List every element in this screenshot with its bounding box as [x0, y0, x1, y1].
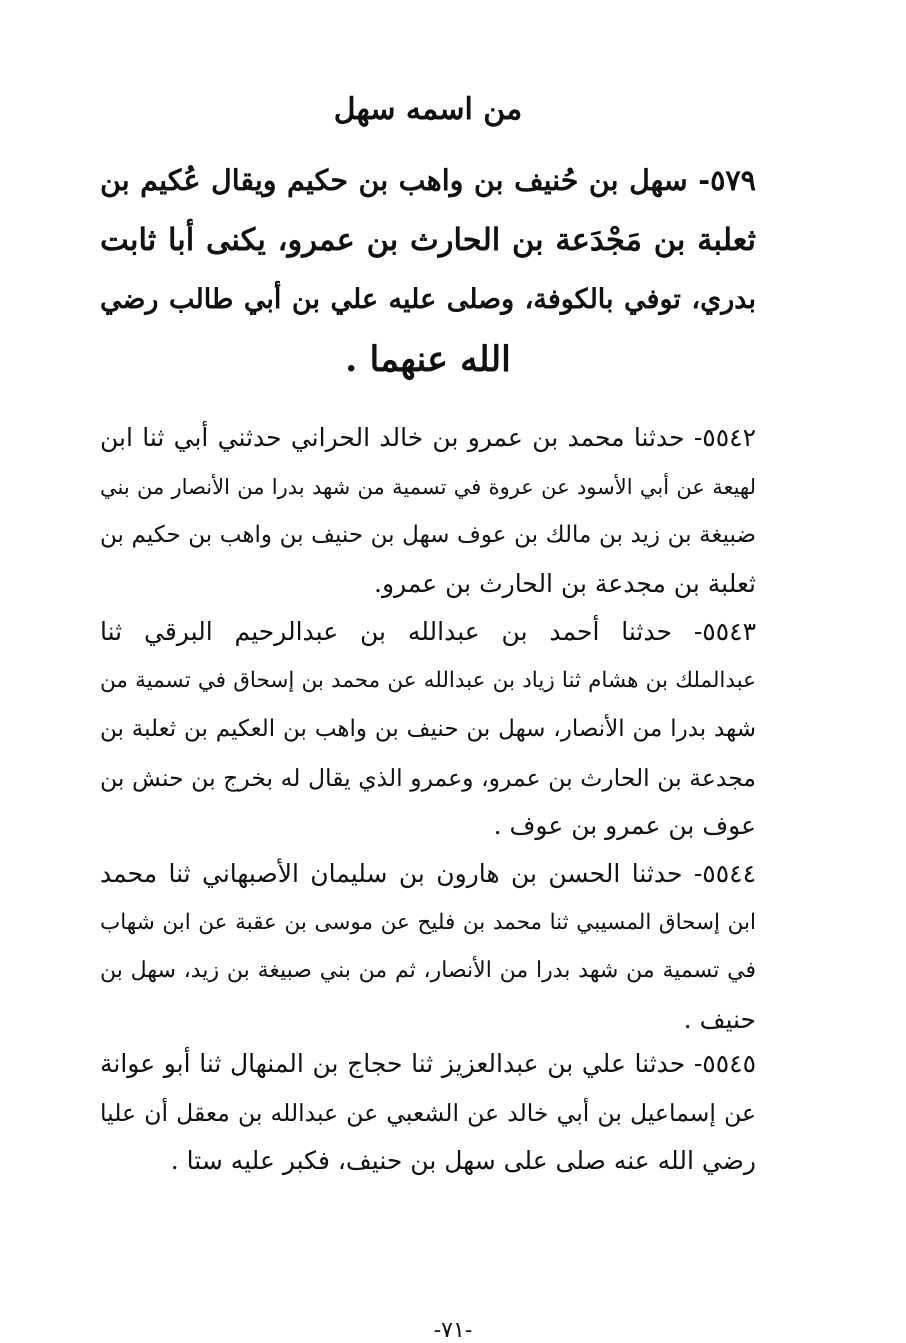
hadith-line: عوف بن عمرو بن عوف .: [493, 811, 756, 840]
hadith-line: ضبيغة بن زيد بن مالك بن عوف سهل بن حنيف بن واهب بن حكيم بن: [100, 522, 756, 548]
page-number: -٧١-: [433, 1318, 473, 1343]
hadith-5545: [100, 1040, 756, 1186]
hadith-line: ٥٥٤٣- حدثنا أحمد بن عبدالله بن عبدالرحيم البرقي ثنا: [100, 617, 756, 646]
entry-line: ثعلبة بن مَجْدَعة بن الحارث بن عمرو، يكنى أبا ثابت: [100, 222, 756, 258]
hadith-line: عبدالملك بن هشام ثنا زياد بن عبدالله عن محمد بن إسحاق في تسمية من: [100, 667, 756, 693]
entry-line: الله عنهما .: [345, 339, 511, 380]
hadith-line: مجدعة بن الحارث بن عمرو، وعمرو الذي يقال له بخرج بن حنش بن: [100, 763, 756, 792]
hadith-line: عن إسماعيل بن أبي خالد عن الشعبي عن عبدالله بن معقل أن عليا: [100, 1098, 756, 1127]
hadith-5544: [100, 850, 756, 1044]
biography-entry: [100, 150, 756, 390]
hadith-line: ابن إسحاق المسيبي ثنا محمد بن فليح عن موسى بن عقبة عن ابن شهاب: [100, 909, 756, 935]
hadith-line: رضي الله عنه صلى على سهل بن حنيف، فكبر عليه ستا .: [170, 1146, 756, 1175]
hadith-line: حنيف .: [683, 1004, 756, 1034]
hadith-line: شهد بدرا من الأنصار، سهل بن حنيف بن واهب بن العكيم بن ثعلبة بن: [100, 716, 756, 742]
hadith-line: لهيعة عن أبي الأسود عن عروة في تسمية من شهد بدرا من الأنصار من بني: [100, 474, 756, 499]
hadith-5542: [100, 414, 756, 608]
hadith-line: ٥٥٤٤- حدثنا الحسن بن هارون بن سليمان الأصبهاني ثنا محمد: [100, 859, 756, 888]
section-title: من اسمه سهل: [333, 92, 523, 127]
hadith-5543: [100, 608, 756, 851]
hadith-line: ٥٥٤٢- حدثنا محمد بن عمرو بن خالد الحراني حدثني أبي ثنا ابن: [100, 423, 756, 452]
hadith-line: ثعلبة بن مجدعة بن الحارث بن عمرو.: [374, 568, 756, 598]
hadith-line: في تسمية من شهد بدرا من الأنصار، ثم من بني صبيغة بن زيد، سهل بن: [100, 958, 756, 983]
entry-line: ٥٧٩- سهل بن حُنيف بن واهب بن حكيم ويقال عُكيم بن: [100, 163, 756, 197]
hadith-line: ٥٥٤٥- حدثنا علي بن عبدالعزيز ثنا حجاج بن المنهال ثنا أبو عوانة: [100, 1049, 756, 1078]
entry-line: بدري، توفي بالكوفة، وصلى عليه علي بن أبي طالب رضي: [100, 284, 756, 315]
